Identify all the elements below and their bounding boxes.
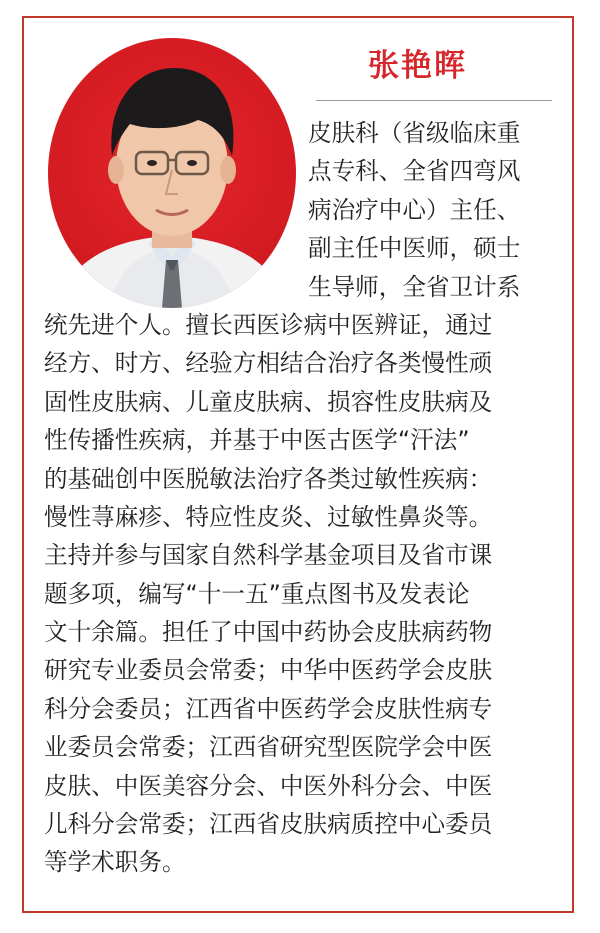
bio-line: 等学术职务。 [44,848,186,877]
bio-line: 研究专业委员会常委；中华中医药学会皮肤 [44,656,493,685]
bio-line: 题多项，编写“十一五”重点图书及发表论 [44,579,470,608]
bio-line: 统先进个人。擅长西医诊病中医辨证，通过 [44,310,493,339]
bio-line: 文十余篇。担任了中国中药协会皮肤病药物 [44,618,493,647]
bio-line: 的基础创中医脱敏法治疗各类过敏性疾病： [44,464,493,493]
bio-line: 性传播性疾病，并基于中医古医学“汗法” [44,426,470,455]
bio-line: 皮肤科（省级临床重 [308,119,521,147]
bio-line: 慢性荨麻疹、特应性皮炎、过敏性鼻炎等。 [44,502,493,531]
name-divider [316,100,552,101]
bio-line: 副主任中医师，硕士 [308,234,521,263]
profile-card [22,16,574,913]
bio-line: 经方、时方、经验方相结合治疗各类慢性顽 [44,349,493,378]
doctor-bio [24,114,572,882]
bio-line: 业委员会常委；江西省研究型医院学会中医 [44,733,493,762]
bio-line: 生导师，全省卫计系 [308,272,521,301]
bio-line: 主持并参与国家自然科学基金项目及省市课 [44,541,493,570]
doctor-name: 张艳晖 [368,48,467,84]
bio-line: 皮肤、中医美容分会、中医外科分会、中医 [44,771,493,800]
bio-line: 点专科、全省四弯风 [308,157,521,186]
bio-line: 科分会委员；江西省中医药学会皮肤性病专 [44,694,493,723]
bio-line: 儿科分会常委；江西省皮肤病质控中心委员 [44,810,493,839]
bio-line: 病治疗中心）主任、 [308,195,521,224]
bio-line: 固性皮肤病、儿童皮肤病、损容性皮肤病及 [44,387,493,416]
